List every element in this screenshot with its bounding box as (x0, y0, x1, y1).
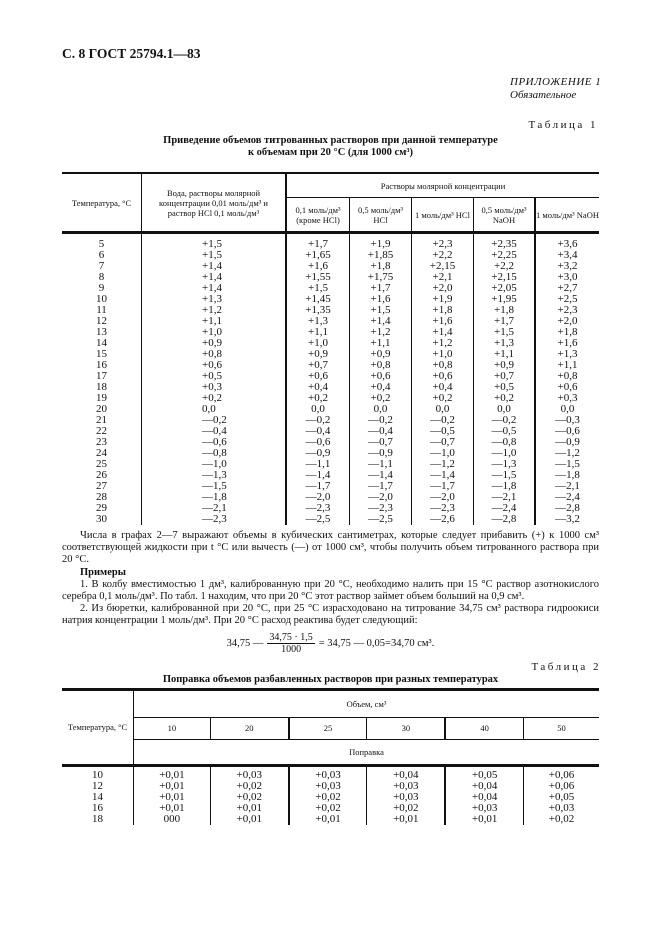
value-cell: +1,75 (350, 272, 412, 283)
value-cell: +0,2 (474, 393, 536, 404)
value-cell: +0,9 (286, 349, 350, 360)
value-cell: —1,5 (535, 459, 599, 470)
temperature-cell: 22 (96, 425, 107, 437)
temperature-cell: 11 (96, 304, 107, 316)
value-cell: +3,6 (535, 233, 599, 251)
value-cell: —2,3 (412, 503, 474, 514)
value-cell: —2,6 (412, 514, 474, 525)
table2 (62, 688, 599, 825)
temperature-cell: 15 (96, 348, 107, 360)
temperature-cell: 16 (92, 801, 103, 814)
value-cell: —1,1 (286, 459, 350, 470)
value-cell: +0,02 (210, 781, 288, 792)
value-cell: +0,9 (142, 338, 287, 349)
value-cell: +2,3 (412, 233, 474, 251)
value-cell: —1,3 (474, 459, 536, 470)
value-cell: +0,02 (210, 792, 288, 803)
value-cell: +1,8 (535, 327, 599, 338)
volume-header: 40 (445, 717, 523, 739)
value-cell: —1,7 (286, 481, 350, 492)
value-cell: +1,3 (286, 316, 350, 327)
value-cell: —1,7 (350, 481, 412, 492)
formula-lhs: 34,75 — (226, 637, 264, 649)
value-cell: +0,02 (367, 803, 445, 814)
col-header-temperature: Температура, °С (71, 197, 132, 208)
temperature-cell: 10 (96, 293, 107, 305)
value-cell: +0,06 (524, 765, 599, 781)
value-cell: +0,2 (142, 393, 287, 404)
value-cell: +0,01 (134, 803, 211, 814)
value-cell: +1,0 (286, 338, 350, 349)
table-row (62, 382, 599, 393)
value-cell: 0,0 (350, 404, 412, 415)
value-cell: +1,4 (142, 272, 287, 283)
value-cell: +0,9 (474, 360, 536, 371)
value-cell: —0,2 (412, 415, 474, 426)
table-row (62, 459, 599, 470)
value-cell: +0,6 (350, 371, 412, 382)
value-cell: +2,2 (412, 250, 474, 261)
value-cell: +1,0 (142, 327, 287, 338)
value-cell: +0,02 (289, 803, 367, 814)
col-header-sub: 0,1 моль/дм³ (кроме HCl) (286, 198, 350, 233)
table-row (62, 448, 599, 459)
value-cell: —2,0 (412, 492, 474, 503)
value-cell: —0,6 (535, 426, 599, 437)
value-cell: +0,02 (289, 792, 367, 803)
value-cell: +2,0 (412, 283, 474, 294)
value-cell: —0,4 (286, 426, 350, 437)
value-cell: +0,2 (286, 393, 350, 404)
value-cell: —2,1 (142, 503, 287, 514)
col-header-sub: 1 моль/дм³ HCl (412, 198, 474, 233)
value-cell: —1,7 (412, 481, 474, 492)
table-row (62, 803, 599, 814)
table2-label: Таблица 2 (531, 660, 601, 673)
col-header-group: Растворы молярной концентрации (286, 173, 599, 198)
value-cell: +0,03 (289, 781, 367, 792)
value-cell: —1,4 (286, 470, 350, 481)
value-cell: +1,6 (286, 261, 350, 272)
table-row (62, 305, 599, 316)
value-cell: —1,0 (142, 459, 287, 470)
value-cell: +1,1 (535, 360, 599, 371)
value-cell: +0,4 (286, 382, 350, 393)
value-cell: —0,6 (286, 437, 350, 448)
table-row (62, 781, 599, 792)
value-cell: +2,05 (474, 283, 536, 294)
examples-heading: Примеры (80, 566, 126, 578)
value-cell: +1,8 (474, 305, 536, 316)
value-cell: —2,1 (535, 481, 599, 492)
temperature-cell: 24 (96, 447, 107, 459)
value-cell: +1,3 (474, 338, 536, 349)
temperature-cell: 14 (96, 337, 107, 349)
value-cell: +1,7 (474, 316, 536, 327)
formula (62, 632, 599, 655)
temperature-cell: 19 (96, 392, 107, 404)
value-cell: +1,1 (286, 327, 350, 338)
value-cell: —1,5 (142, 481, 287, 492)
value-cell: +1,2 (412, 338, 474, 349)
value-cell: —1,0 (474, 448, 536, 459)
temperature-cell: 29 (96, 502, 107, 514)
table-row (62, 316, 599, 327)
value-cell: +0,05 (524, 792, 599, 803)
table-row (62, 233, 599, 251)
value-cell: —1,5 (474, 470, 536, 481)
value-cell: +2,15 (412, 261, 474, 272)
value-cell: +1,4 (142, 283, 287, 294)
value-cell: +0,5 (142, 371, 287, 382)
example-2: 2. Из бюретки, калиброванной при 20 °С, при 25 °С израсходовано на титрование 34,75 см³ раствора гидроокиси натрия концентрации 1 моль/дм³. При 20 °С расход реактива будет следующий: (62, 603, 599, 627)
value-cell: —2,3 (142, 514, 287, 525)
table-row (62, 765, 599, 781)
appendix-status: Обязательное (510, 89, 577, 101)
table2-title: Поправка объемов разбавленных растворов при разных температурах (162, 673, 499, 685)
value-cell: —1,8 (474, 481, 536, 492)
temperature-cell: 28 (96, 491, 107, 503)
value-cell: —0,5 (474, 426, 536, 437)
value-cell: —0,7 (350, 437, 412, 448)
temperature-cell: 9 (98, 282, 105, 294)
value-cell: +1,8 (350, 261, 412, 272)
value-cell: +0,03 (210, 765, 288, 781)
value-cell: +1,35 (286, 305, 350, 316)
value-cell: +1,85 (350, 250, 412, 261)
value-cell: 0,0 (412, 404, 474, 415)
value-cell: +0,01 (210, 814, 288, 825)
value-cell: —1,2 (412, 459, 474, 470)
example-1: 1. В колбу вместимостью 1 дм³, калиброванную при 20 °С, необходимо налить при 15 °С раствор азотнокислого серебра 0,1 моль/дм³. По табл. 1 находим, что при 20 °С этот раствор займет объем больший на 0,9 см³. (62, 578, 599, 603)
value-cell: +0,04 (445, 781, 523, 792)
volume-header: 50 (524, 717, 599, 739)
value-cell: —1,2 (535, 448, 599, 459)
appendix-title: ПРИЛОЖЕНИЕ 1 (510, 76, 602, 88)
value-cell: +1,5 (350, 305, 412, 316)
value-cell: +1,65 (286, 250, 350, 261)
value-cell: 0,0 (474, 404, 536, 415)
value-cell: —2,5 (286, 514, 350, 525)
value-cell: +0,8 (412, 360, 474, 371)
table1-title-line1: Приведение объемов титрованных растворов при данной температуре (163, 135, 498, 146)
value-cell: +2,35 (474, 233, 536, 251)
table1-label: Таблица 1 (528, 119, 598, 131)
temperature-cell: 6 (98, 249, 105, 261)
value-cell: +0,05 (445, 765, 523, 781)
temperature-cell: 23 (96, 436, 107, 448)
temperature-cell: 5 (98, 238, 105, 250)
value-cell: +0,01 (289, 814, 367, 825)
value-cell: +1,45 (286, 294, 350, 305)
col-header-sub: 0,5 моль/дм³ HCl (350, 198, 412, 233)
temperature-cell: 18 (96, 381, 107, 393)
temperature-cell: 27 (96, 480, 107, 492)
value-cell: —0,8 (142, 448, 287, 459)
value-cell: —0,2 (286, 415, 350, 426)
temperature-cell: 26 (96, 469, 107, 481)
formula-denominator: 1000 (281, 643, 302, 655)
value-cell: —0,7 (412, 437, 474, 448)
value-cell: +0,7 (474, 371, 536, 382)
col-header-temperature: Температура, °С (67, 722, 128, 733)
table-row (62, 814, 599, 825)
value-cell: +1,6 (412, 316, 474, 327)
value-cell: +1,3 (535, 349, 599, 360)
table-row (62, 371, 599, 382)
value-cell: +1,0 (412, 349, 474, 360)
value-cell: +0,06 (524, 781, 599, 792)
value-cell: +0,2 (350, 393, 412, 404)
value-cell: +0,4 (350, 382, 412, 393)
value-cell: —2,0 (286, 492, 350, 503)
value-cell: —2,3 (350, 503, 412, 514)
value-cell: —1,8 (142, 492, 287, 503)
value-cell: +0,8 (535, 371, 599, 382)
value-cell: +0,6 (535, 382, 599, 393)
value-cell: 0,0 (286, 404, 350, 415)
page-header: С. 8 ГОСТ 25794.1—83 (62, 46, 201, 61)
formula-numerator: 34,75 · 1,5 (269, 631, 313, 643)
value-cell: —2,3 (286, 503, 350, 514)
value-cell: —0,6 (142, 437, 287, 448)
value-cell: +3,0 (535, 272, 599, 283)
value-cell: +1,5 (142, 233, 287, 251)
value-cell: +0,3 (535, 393, 599, 404)
value-cell: +1,6 (350, 294, 412, 305)
value-cell: +0,01 (445, 814, 523, 825)
value-cell: +0,8 (350, 360, 412, 371)
table-row (62, 349, 599, 360)
volume-header: 10 (134, 717, 211, 739)
value-cell: +0,03 (367, 781, 445, 792)
value-cell: —0,3 (535, 415, 599, 426)
value-cell: +1,9 (412, 294, 474, 305)
value-cell: +1,7 (286, 233, 350, 251)
value-cell: +2,0 (535, 316, 599, 327)
value-cell: +1,95 (474, 294, 536, 305)
value-cell: +2,25 (474, 250, 536, 261)
explanation-text (62, 530, 599, 628)
value-cell: +1,5 (286, 283, 350, 294)
value-cell: —0,9 (286, 448, 350, 459)
value-cell: +1,1 (142, 316, 287, 327)
value-cell: —1,3 (142, 470, 287, 481)
value-cell: +1,5 (142, 250, 287, 261)
paragraph: Числа в графах 2—7 выражают объемы в кубических сантиметрах, которые следует прибавить (+) к 1000 см³ соответствующей жидкости при t °С или вычесть (—) от 1000 см³, чтобы получить объем титрованного раствора при 20 °С. (62, 530, 599, 566)
value-cell: +0,7 (286, 360, 350, 371)
col-header-sub: 0,5 моль/дм³ NaOH (474, 198, 536, 233)
value-cell: —2,0 (350, 492, 412, 503)
value-cell: +1,9 (350, 233, 412, 251)
value-cell: +3,2 (535, 261, 599, 272)
formula-fraction (267, 632, 314, 655)
col-header-correction: Поправка (134, 739, 600, 765)
value-cell: 000 (134, 814, 211, 825)
value-cell: —1,4 (350, 470, 412, 481)
value-cell: +0,01 (210, 803, 288, 814)
value-cell: +0,4 (412, 382, 474, 393)
value-cell: +1,6 (535, 338, 599, 349)
value-cell: +1,2 (350, 327, 412, 338)
value-cell: —0,5 (412, 426, 474, 437)
table-row (62, 338, 599, 349)
table1 (62, 172, 599, 525)
value-cell: —0,8 (474, 437, 536, 448)
value-cell: —2,5 (350, 514, 412, 525)
value-cell: +0,3 (142, 382, 287, 393)
value-cell: +1,55 (286, 272, 350, 283)
value-cell: +0,6 (286, 371, 350, 382)
table-row (62, 272, 599, 283)
temperature-cell: 12 (96, 315, 107, 327)
value-cell: +0,2 (412, 393, 474, 404)
value-cell: +0,01 (367, 814, 445, 825)
table-row (62, 503, 599, 514)
value-cell: —0,2 (474, 415, 536, 426)
value-cell: —0,4 (350, 426, 412, 437)
table-row (62, 426, 599, 437)
temperature-cell: 14 (92, 790, 103, 803)
value-cell: +1,1 (350, 338, 412, 349)
value-cell: —0,4 (142, 426, 287, 437)
value-cell: —2,1 (474, 492, 536, 503)
temperature-cell: 21 (96, 414, 107, 426)
temperature-cell: 30 (96, 513, 107, 525)
value-cell: —0,2 (350, 415, 412, 426)
value-cell: +1,8 (412, 305, 474, 316)
temperature-cell: 20 (96, 403, 107, 415)
temperature-cell: 8 (98, 271, 105, 283)
lower-section (62, 530, 599, 825)
value-cell: +3,4 (535, 250, 599, 261)
value-cell: —0,9 (535, 437, 599, 448)
value-cell: —2,4 (535, 492, 599, 503)
table-row (62, 470, 599, 481)
value-cell: +0,02 (524, 814, 599, 825)
table-row (62, 415, 599, 426)
table-row (62, 437, 599, 448)
table-row (62, 792, 599, 803)
value-cell: +1,4 (142, 261, 287, 272)
value-cell: +1,4 (350, 316, 412, 327)
table-row (62, 360, 599, 371)
value-cell: +0,6 (412, 371, 474, 382)
temperature-cell: 18 (92, 812, 103, 825)
appendix-label (510, 76, 601, 102)
value-cell: —2,8 (535, 503, 599, 514)
temperature-cell: 13 (96, 326, 107, 338)
formula-rhs: = 34,75 — 0,05=34,70 см³. (318, 637, 435, 649)
volume-header: 20 (210, 717, 288, 739)
value-cell: 0,0 (142, 404, 287, 415)
table-row (62, 514, 599, 525)
value-cell: —0,2 (142, 415, 287, 426)
value-cell: +0,03 (524, 803, 599, 814)
value-cell: +0,04 (445, 792, 523, 803)
value-cell: —2,8 (474, 514, 536, 525)
value-cell: +0,01 (134, 781, 211, 792)
temperature-cell: 7 (98, 260, 105, 272)
value-cell: —1,0 (412, 448, 474, 459)
value-cell: +2,5 (535, 294, 599, 305)
value-cell: +2,1 (412, 272, 474, 283)
value-cell: +2,15 (474, 272, 536, 283)
value-cell: +0,9 (350, 349, 412, 360)
value-cell: +0,6 (142, 360, 287, 371)
col-header-sub: 1 моль/дм³ NaOH (535, 198, 599, 233)
value-cell: +1,7 (350, 283, 412, 294)
value-cell: +0,04 (367, 765, 445, 781)
value-cell: +0,03 (289, 765, 367, 781)
value-cell: +0,01 (134, 765, 211, 781)
temperature-cell: 12 (92, 779, 103, 792)
value-cell: +0,5 (474, 382, 536, 393)
table-row (62, 393, 599, 404)
value-cell: +1,1 (474, 349, 536, 360)
value-cell: +0,03 (367, 792, 445, 803)
value-cell: +1,3 (142, 294, 287, 305)
value-cell: —1,8 (535, 470, 599, 481)
value-cell: +0,8 (142, 349, 287, 360)
value-cell: 0,0 (535, 404, 599, 415)
table1-title (62, 135, 599, 159)
volume-header: 25 (289, 717, 367, 739)
value-cell: +0,03 (445, 803, 523, 814)
table1-title-line2: к объемам при 20 °С (для 1000 см³) (248, 147, 413, 158)
table-row (62, 327, 599, 338)
table-row (62, 250, 599, 261)
temperature-cell: 25 (96, 458, 107, 470)
value-cell: +1,2 (142, 305, 287, 316)
temperature-cell: 17 (96, 370, 107, 382)
value-cell: —0,9 (350, 448, 412, 459)
temperature-cell: 16 (96, 359, 107, 371)
col-header-volume: Объем, см³ (134, 689, 600, 717)
value-cell: +1,4 (412, 327, 474, 338)
table-row (62, 481, 599, 492)
temperature-cell: 10 (92, 768, 103, 781)
col-header-water: Вода, растворы молярной концентрации 0,01 моль/дм³ и раствор HCl 0,1 моль/дм³ (142, 173, 287, 233)
value-cell: +1,5 (474, 327, 536, 338)
value-cell: —1,4 (412, 470, 474, 481)
value-cell: —1,1 (350, 459, 412, 470)
volume-header: 30 (367, 717, 445, 739)
value-cell: —2,4 (474, 503, 536, 514)
value-cell: +2,7 (535, 283, 599, 294)
value-cell: +0,01 (134, 792, 211, 803)
value-cell: +2,3 (535, 305, 599, 316)
value-cell: +2,2 (474, 261, 536, 272)
table-row (62, 404, 599, 415)
value-cell: —3,2 (535, 514, 599, 525)
table-row (62, 492, 599, 503)
